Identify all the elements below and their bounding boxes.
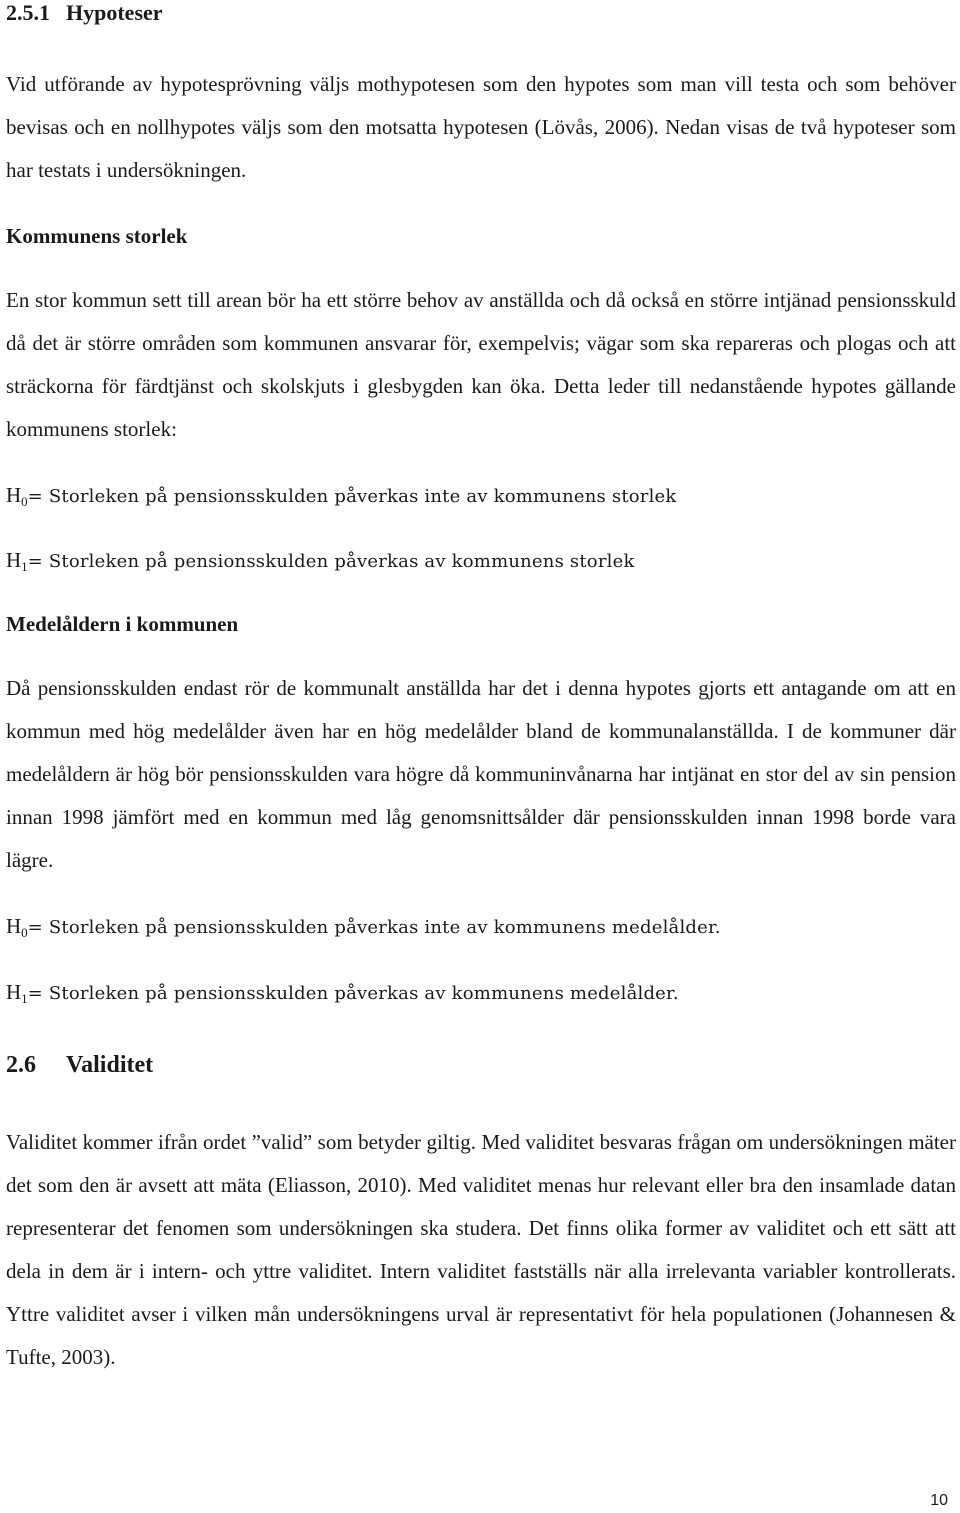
hypothesis-label: H <box>6 980 22 1004</box>
hypothesis-h1-medelalder <box>6 980 679 1007</box>
section-title: Validitet <box>66 1052 154 1078</box>
hypothesis-subscript: 1 <box>21 559 28 574</box>
hypothesis-subscript: 1 <box>21 991 28 1006</box>
section-number: 2.5.1 <box>6 0 50 25</box>
page-number: 10 <box>930 1492 948 1509</box>
paragraph-kommunens-storlek: En stor kommun sett till arean bör ha ett större behov av anställda och då också en större intjänad pensionsskuld då det är större områden som kommunen ansvarar för, exempelvis; vägar som ska repareras och plogas och att sträckorna för färdtjänst och skolskjuts i glesbygden kan öka. Detta leder till nedanstående hypotes gällande kommunens storlek: <box>6 288 956 441</box>
paragraph-validitet: Validitet kommer ifrån ordet ”valid” som betyder giltig. Med validitet besvaras frågan om undersökningen mäter det som den är avsett att mäta (Eliasson, 2010). Med validitet menas hur relevant eller bra den insamlade datan representerar det fenomen som undersökningen ska studera. Det finns olika former av validitet och ett sätt att dela in dem är i intern- och yttre validitet. Intern validitet fastställs när alla irrelevanta variabler kontrollerats. Yttre validitet avser i vilken mån undersökningens urval är representativt för hela populationen (Johannesen & Tufte, 2003). <box>6 1130 956 1369</box>
section-heading-2-6 <box>6 1052 153 1079</box>
intro-paragraph: Vid utförande av hypotesprövning väljs mothypotesen som den hypotes som man vill testa och som behöver bevisas och en nollhypotes väljs som den motsatta hypotesen (Lövås, 2006). Nedan visas de två hypoteser som har testats i undersökningen. <box>6 72 956 182</box>
hypothesis-label: H <box>6 483 22 507</box>
section-heading-2-5-1 <box>6 0 163 26</box>
hypothesis-h1-storlek <box>6 548 635 575</box>
hypothesis-label: H <box>6 914 22 938</box>
hypothesis-subscript: 0 <box>21 494 28 509</box>
subheading-medelaldern: Medelåldern i kommunen <box>6 612 239 636</box>
section-title: Hypoteser <box>66 0 163 25</box>
hypothesis-text: = Storleken på pensionsskulden påverkas inte av kommunens storlek <box>27 486 677 507</box>
hypothesis-subscript: 0 <box>21 925 28 940</box>
hypothesis-text: = Storleken på pensionsskulden påverkas inte av kommunens medelålder. <box>27 917 721 938</box>
paragraph-medelaldern: Då pensionsskulden endast rör de kommunalt anställda har det i denna hypotes gjorts ett antagande om att en kommun med hög medelålder även har en hög medelålder bland de kommunalanställda. I de kommuner där medelåldern är hög bör pensionsskulden vara högre då kommuninvånarna har intjänat en stor del av sin pension innan 1998 jämfört med en kommun med låg genomsnittsålder där pensionsskulden innan 1998 borde vara lägre. <box>6 676 956 872</box>
hypothesis-text: = Storleken på pensionsskulden påverkas av kommunens storlek <box>27 551 635 572</box>
hypothesis-label: H <box>6 548 22 572</box>
hypothesis-h0-medelalder <box>6 914 721 941</box>
hypothesis-text: = Storleken på pensionsskulden påverkas av kommunens medelålder. <box>27 983 679 1004</box>
hypothesis-h0-storlek <box>6 483 677 510</box>
subheading-kommunens-storlek: Kommunens storlek <box>6 224 188 248</box>
section-number: 2.6 <box>6 1052 36 1078</box>
